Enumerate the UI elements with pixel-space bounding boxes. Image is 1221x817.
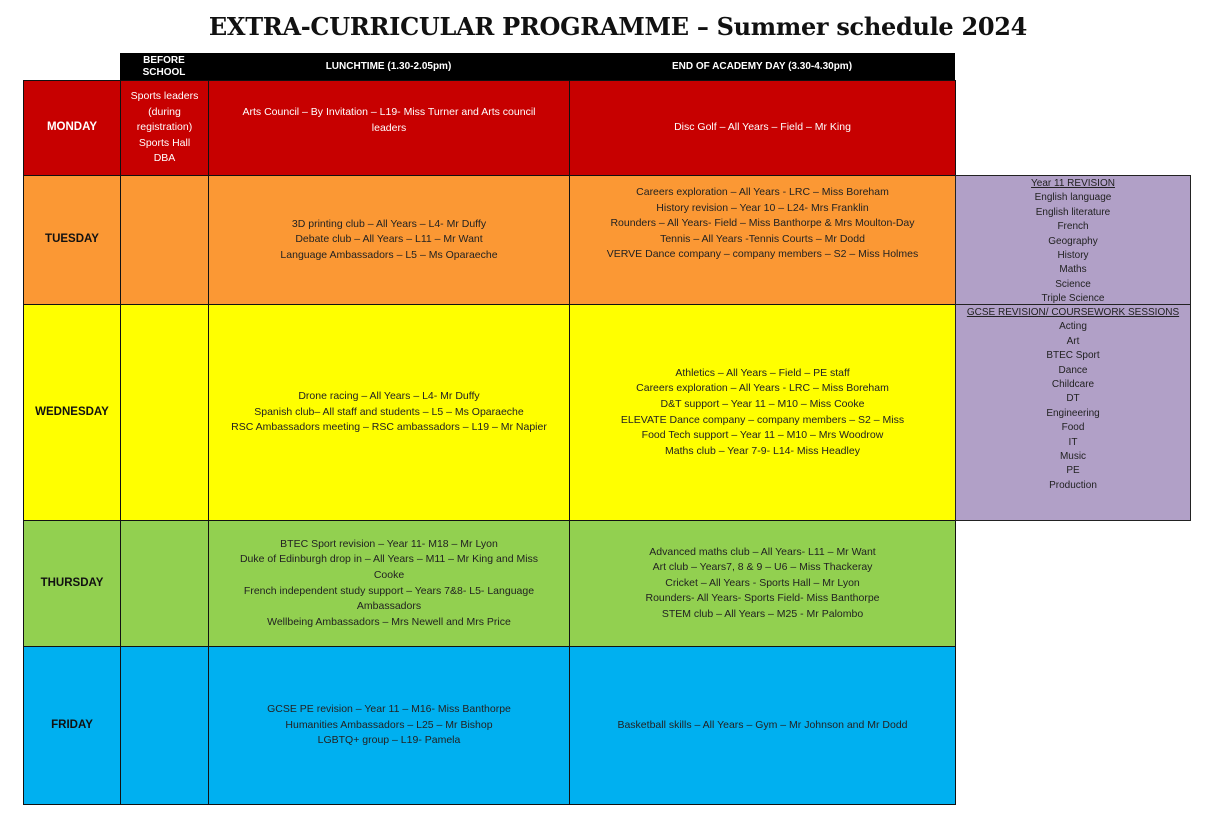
activity-line: Advanced maths club – All Years- L11 – Mr Want [649, 545, 876, 558]
panel-item: Maths [1059, 264, 1087, 276]
activity-line: Cricket – All Years - Sports Hall – Mr Lyon [665, 576, 860, 589]
activity-line: RSC Ambassadors meeting – RSC ambassadors – L19 – Mr Napier [231, 421, 547, 434]
thursday-end-of-day [569, 520, 956, 647]
panel-item: Dance [1058, 364, 1088, 376]
activity-line: Sports leaders [130, 90, 199, 103]
header-lunchtime: LUNCHTIME (1.30-2.05pm) [208, 53, 569, 80]
activity-line: Maths club – Year 7-9- L14- Miss Headley [665, 444, 860, 457]
activity-line: Duke of Edinburgh drop in – All Years – M11 – Mr King and Miss [239, 553, 539, 566]
thursday-lunchtime [208, 520, 570, 647]
activity-line: Disc Golf – All Years – Field – Mr King [674, 121, 851, 134]
tuesday-before-school [120, 175, 209, 305]
monday-lunchtime [208, 80, 570, 176]
activity-line: GCSE PE revision – Year 11 – M16- Miss Banthorpe [267, 703, 511, 716]
panel-heading: Year 11 REVISION [1031, 178, 1115, 189]
monday-end-of-day [569, 80, 956, 176]
panel-item: Triple Science [1041, 293, 1105, 305]
activity-line: STEM club – All Years – M25 - Mr Palombo [661, 607, 864, 620]
gcse-revision-panel [955, 304, 1191, 521]
panel-item: Engineering [1046, 407, 1100, 419]
activity-line: Art club – Years7, 8 & 9 – U6 – Miss Thackeray [652, 561, 873, 574]
tuesday-lunchtime [208, 175, 570, 305]
day-label-tuesday: TUESDAY [23, 175, 121, 305]
header-text: SCHOOL [142, 66, 186, 78]
activity-line: Basketball skills – All Years – Gym – Mr Johnson and Mr Dodd [617, 718, 908, 731]
panel-item: BTEC Sport [1046, 350, 1100, 362]
activity-line: Debate club – All Years – L11 – Mr Want [295, 233, 483, 246]
tuesday-end-of-day [569, 175, 956, 305]
activity-line: Sports Hall [138, 136, 191, 149]
activity-line: LGBTQ+ group – L19- Pamela [317, 734, 461, 747]
wednesday-lunchtime [208, 304, 570, 521]
day-label-wednesday: WEDNESDAY [23, 304, 121, 521]
activity-line: French independent study support – Years 7&8- L5- Language [243, 584, 535, 597]
panel-item: IT [1068, 436, 1078, 448]
panel-item: History [1057, 250, 1089, 262]
activity-line: VERVE Dance company – company members – S2 – Miss Holmes [606, 248, 919, 261]
activity-line: Food Tech support – Year 11 – M10 – Mrs Woodrow [641, 429, 884, 442]
activity-line: 3D printing club – All Years – L4- Mr Duffy [291, 217, 487, 230]
panel-item: PE [1066, 465, 1080, 477]
activity-line: (during [148, 105, 181, 118]
activity-line: Arts Council – By Invitation – L19- Miss Turner and Arts council [242, 106, 536, 118]
wednesday-before-school [120, 304, 209, 521]
friday-lunchtime [208, 646, 570, 805]
activity-line: leaders [371, 121, 407, 134]
header-before-school [120, 53, 208, 80]
day-label-monday: MONDAY [23, 80, 121, 176]
panel-item: Geography [1048, 235, 1098, 247]
header-text: BEFORE [143, 54, 185, 66]
thursday-before-school [120, 520, 209, 647]
page-title: EXTRA-CURRICULAR PROGRAMME – Summer schedule 2024 [208, 12, 1028, 41]
activity-line: History revision – Year 10 – L24- Mrs Franklin [656, 201, 869, 214]
panel-item: Childcare [1051, 379, 1095, 391]
activity-line: DBA [153, 152, 176, 165]
panel-item: Production [1049, 479, 1097, 491]
activity-line: BTEC Sport revision – Year 11- M18 – Mr Lyon [280, 537, 498, 550]
activity-line: Careers exploration – All Years - LRC – Miss Boreham [636, 186, 889, 198]
year11-revision-panel [955, 175, 1191, 305]
activity-line: Wellbeing Ambassadors – Mrs Newell and Mrs Price [267, 615, 511, 628]
panel-item: English literature [1035, 206, 1111, 218]
monday-before-school [120, 80, 209, 176]
panel-item: Food [1061, 422, 1085, 434]
activity-line: Rounders – All Years- Field – Miss Banthorpe & Mrs Moulton-Day [610, 217, 915, 230]
header-end-of-day: END OF ACADEMY DAY (3.30-4.30pm) [569, 53, 955, 80]
panel-item: English language [1034, 192, 1112, 204]
activity-line: Careers exploration – All Years - LRC – Miss Boreham [636, 382, 889, 395]
panel-item: Art [1066, 335, 1080, 347]
panel-item: Science [1055, 278, 1091, 290]
activity-line: Drone racing – All Years – L4- Mr Duffy [298, 390, 480, 403]
activity-line: Humanities Ambassadors – L25 – Mr Bishop [285, 718, 493, 731]
panel-heading: GCSE REVISION/ COURSEWORK SESSIONS [966, 307, 1180, 318]
activity-line: ELEVATE Dance company – company members – S2 – Miss [620, 413, 905, 426]
panel-item: French [1057, 221, 1089, 233]
friday-end-of-day [569, 646, 956, 805]
activity-line: D&T support – Year 11 – M10 – Miss Cooke [660, 397, 865, 410]
activity-line: Rounders- All Years- Sports Field- Miss Banthorpe [645, 592, 880, 605]
activity-line: registration) [136, 121, 193, 134]
panel-item: DT [1066, 393, 1080, 405]
wednesday-end-of-day [569, 304, 956, 521]
panel-item: Music [1059, 451, 1087, 463]
activity-line: Athletics – All Years – Field – PE staff [675, 366, 850, 379]
panel-item: Acting [1059, 321, 1087, 333]
day-label-friday: FRIDAY [23, 646, 121, 805]
activity-line: Cooke [373, 568, 405, 581]
activity-line: Language Ambassadors – L5 – Ms Oparaeche [280, 248, 498, 261]
activity-line: Spanish club– All staff and students – L5 – Ms Oparaeche [254, 405, 524, 418]
activity-line: Ambassadors [356, 600, 422, 613]
activity-line: Tennis – All Years -Tennis Courts – Mr Dodd [660, 232, 865, 245]
day-label-thursday: THURSDAY [23, 520, 121, 647]
friday-before-school [120, 646, 209, 805]
